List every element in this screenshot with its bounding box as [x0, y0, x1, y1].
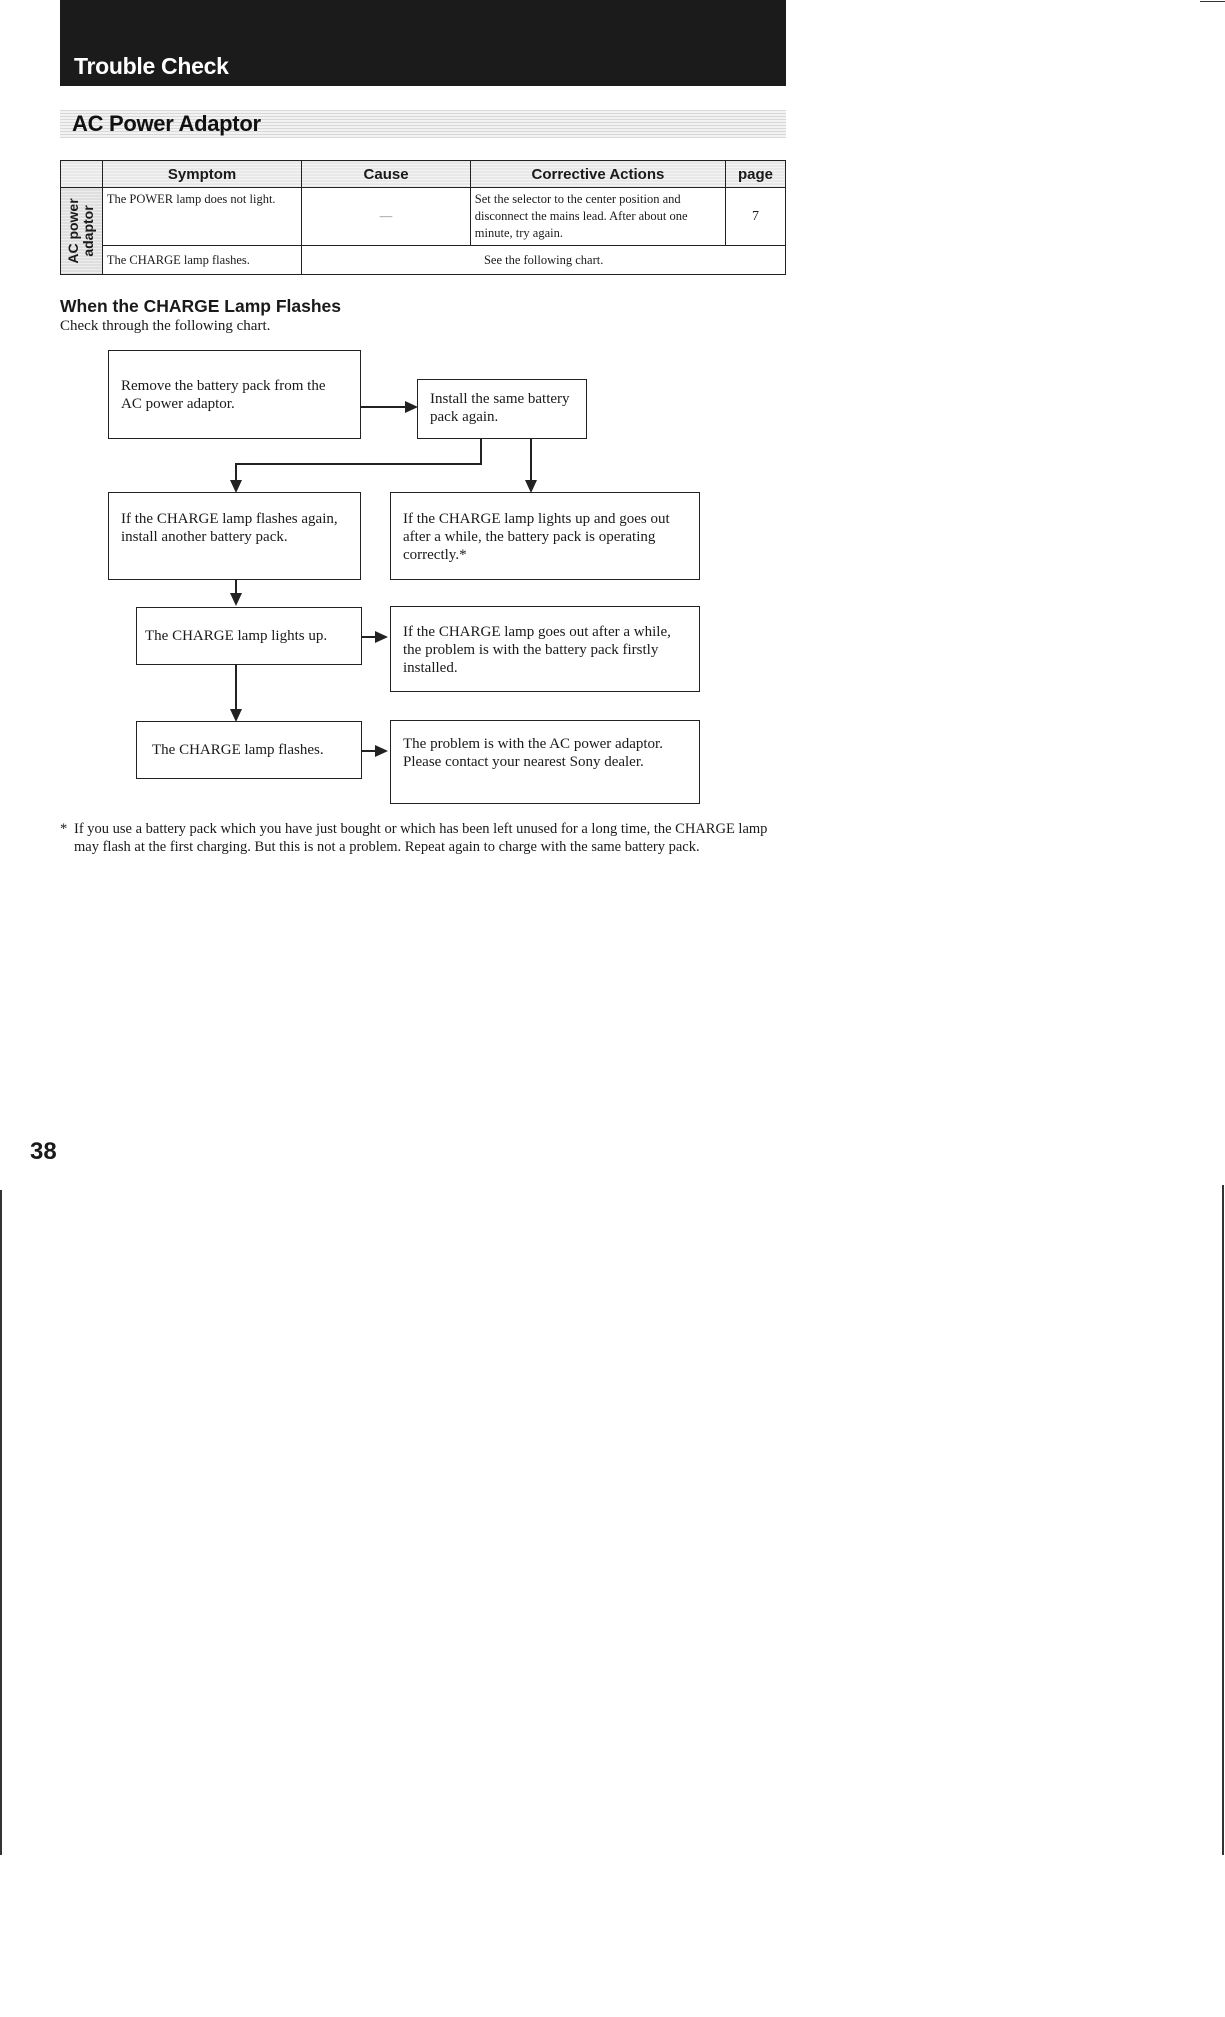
header-actions: Corrective Actions: [470, 161, 725, 188]
step-remove-battery: Remove the battery pack from the AC power adaptor.: [108, 350, 361, 439]
row-group-label-line1: AC power: [65, 198, 82, 264]
footnote-text: If you use a battery pack which you have just bought or which has been left unused for a long time, the CHARGE lamp may flash at the first charging. But this is not a problem. Repeat again to charge with the same battery pack.: [74, 821, 768, 855]
arrow-right-icon: [375, 745, 388, 757]
header-corner: [61, 161, 103, 188]
subsection-bar: [60, 110, 786, 138]
step-install-same: Install the same battery pack again.: [417, 379, 587, 439]
flow-intro: Check through the following chart.: [60, 318, 271, 334]
action-cell: Set the selector to the center position and disconnect the mains lead. After about one minute, try again.: [470, 188, 725, 246]
step-problem-adaptor: [390, 720, 700, 804]
step-flashes: The CHARGE lamp flashes.: [136, 721, 362, 779]
connector: [235, 665, 237, 711]
symptom-cell: The POWER lamp does not light.: [102, 188, 301, 246]
connector: [361, 406, 408, 408]
table-header-row: [61, 161, 786, 188]
connector: [530, 439, 532, 483]
crop-mark-top: [1200, 1, 1225, 2]
connector: [362, 636, 376, 638]
margin-rule-right: [1222, 1185, 1224, 1855]
header-symptom: Symptom: [102, 161, 301, 188]
header-cause: Cause: [302, 161, 471, 188]
section-banner: [60, 0, 786, 86]
connector: [235, 463, 482, 465]
cause-cell: —: [302, 188, 471, 246]
page-cell: 7: [726, 188, 786, 246]
header-page: page: [726, 161, 786, 188]
trouble-table: [60, 160, 786, 275]
row-group-label: [66, 198, 96, 263]
footnote-marker: *: [60, 821, 68, 837]
arrow-right-icon: [375, 631, 388, 643]
footnote: [60, 820, 790, 856]
table-row: [61, 188, 786, 246]
table-row: [61, 246, 786, 275]
step-lights-up: The CHARGE lamp lights up.: [136, 607, 362, 665]
connector: [480, 439, 482, 464]
page-number: 38: [30, 1138, 57, 1165]
row-group-header: [61, 188, 103, 275]
row-group-label-line2: adaptor: [80, 205, 97, 257]
margin-rule-left: [0, 1190, 2, 1855]
flow-heading: When the CHARGE Lamp Flashes: [60, 296, 342, 316]
step-problem-battery: If the CHARGE lamp goes out after a while, the problem is with the battery pack firstly installed.: [390, 606, 700, 692]
step-operating-correctly: If the CHARGE lamp lights up and goes out after a while, the battery pack is operating correctly.*: [390, 492, 700, 580]
subsection-title: AC Power Adaptor: [72, 111, 261, 136]
problem-adaptor-line1: The problem is with the AC power adaptor.: [403, 736, 663, 752]
action-cell: See the following chart.: [302, 246, 786, 275]
symptom-cell: The CHARGE lamp flashes.: [102, 246, 301, 275]
section-title: Trouble Check: [74, 53, 229, 79]
connector: [362, 750, 376, 752]
step-flash-again: If the CHARGE lamp flashes again, install another battery pack.: [108, 492, 361, 580]
problem-adaptor-line2: Please contact your nearest Sony dealer.: [403, 754, 644, 770]
arrow-down-icon: [230, 593, 242, 606]
